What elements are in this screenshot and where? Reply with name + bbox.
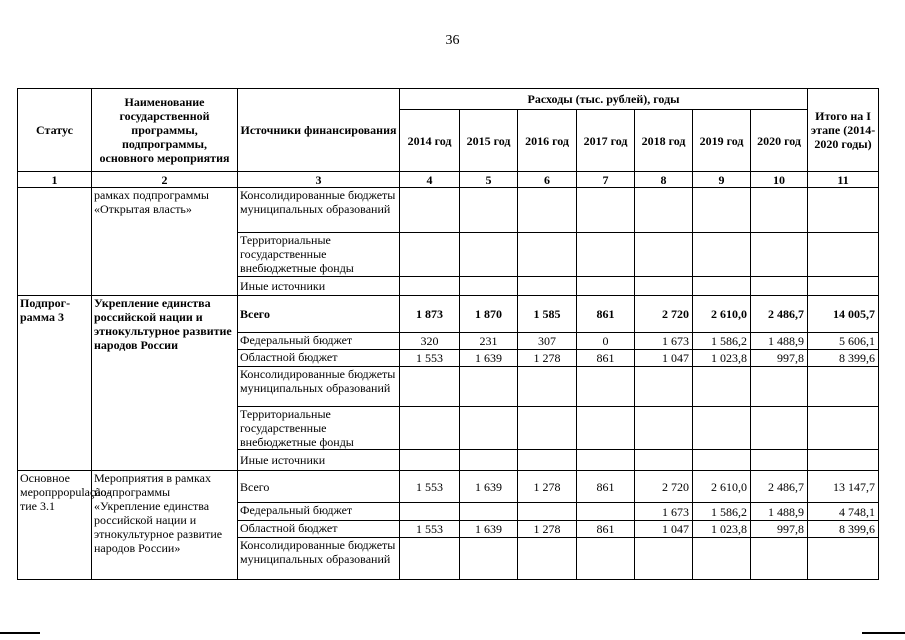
year-value-cell [577, 188, 635, 233]
year-value-cell: 2 486,7 [751, 471, 808, 503]
column-index: 9 [693, 172, 751, 188]
scan-edge-line [862, 632, 905, 634]
total-value-cell: 8 399,6 [808, 350, 879, 367]
year-value-cell: 2 610,0 [693, 471, 751, 503]
column-index: 8 [635, 172, 693, 188]
year-value-cell: 1 023,8 [693, 521, 751, 538]
header-sources: Источники финансирования [238, 89, 400, 172]
header-year: 2019 год [693, 110, 751, 172]
column-index: 10 [751, 172, 808, 188]
year-value-cell [751, 277, 808, 296]
year-value-cell [460, 538, 518, 580]
column-index: 3 [238, 172, 400, 188]
funding-source-cell: Иные источники [238, 277, 400, 296]
year-value-cell [400, 188, 460, 233]
year-value-cell: 1 047 [635, 521, 693, 538]
column-index: 4 [400, 172, 460, 188]
year-value-cell: 997,8 [751, 350, 808, 367]
year-value-cell [460, 407, 518, 450]
funding-source-cell: Консолидированные бюджеты муниципальных образований [238, 538, 400, 580]
year-value-cell [635, 407, 693, 450]
funding-source-cell: Федеральный бюджет [238, 333, 400, 350]
program-name-cell: Укрепление единства российской нации и этнокультурное развитие народов России [92, 296, 238, 471]
year-value-cell [635, 188, 693, 233]
year-value-cell: 0 [577, 333, 635, 350]
year-value-cell: 861 [577, 350, 635, 367]
program-name-cell: Мероприятия в рамках подпрограммы «Укрепление единства российской нации и этнокультурное развитие народов России» [92, 471, 238, 580]
year-value-cell [400, 407, 460, 450]
funding-source-cell: Консолидированные бюджеты муниципальных образований [238, 188, 400, 233]
header-year: 2016 год [518, 110, 577, 172]
year-value-cell [518, 503, 577, 521]
column-index: 1 [18, 172, 92, 188]
year-value-cell [518, 538, 577, 580]
status-cell: Основное меропрpopulação-тие 3.1 [18, 471, 92, 580]
header-year: 2018 год [635, 110, 693, 172]
funding-source-cell: Иные источники [238, 450, 400, 471]
header-status: Статус [18, 89, 92, 172]
year-value-cell [460, 233, 518, 277]
year-value-cell: 1 553 [400, 471, 460, 503]
column-index: 5 [460, 172, 518, 188]
year-value-cell: 2 720 [635, 296, 693, 333]
year-value-cell [635, 450, 693, 471]
year-value-cell [751, 538, 808, 580]
year-value-cell [693, 450, 751, 471]
year-value-cell [518, 407, 577, 450]
year-value-cell [635, 277, 693, 296]
year-value-cell: 1 047 [635, 350, 693, 367]
total-value-cell: 14 005,7 [808, 296, 879, 333]
year-value-cell [751, 233, 808, 277]
table-row [18, 188, 879, 233]
year-value-cell [693, 277, 751, 296]
year-value-cell: 1 639 [460, 350, 518, 367]
year-value-cell [635, 538, 693, 580]
year-value-cell: 1 639 [460, 521, 518, 538]
year-value-cell: 997,8 [751, 521, 808, 538]
year-value-cell [400, 233, 460, 277]
year-value-cell [577, 233, 635, 277]
year-value-cell [693, 407, 751, 450]
column-index-row [18, 172, 879, 188]
year-value-cell [400, 503, 460, 521]
year-value-cell: 1 586,2 [693, 503, 751, 521]
year-value-cell [577, 407, 635, 450]
total-value-cell [808, 277, 879, 296]
year-value-cell [400, 277, 460, 296]
year-value-cell: 1 639 [460, 471, 518, 503]
total-value-cell: 5 606,1 [808, 333, 879, 350]
year-value-cell: 1 870 [460, 296, 518, 333]
year-value-cell: 861 [577, 471, 635, 503]
year-value-cell: 1 278 [518, 350, 577, 367]
year-value-cell: 1 278 [518, 471, 577, 503]
funding-source-cell: Федеральный бюджет [238, 503, 400, 521]
total-value-cell [808, 450, 879, 471]
table-row [18, 296, 879, 333]
total-value-cell [808, 407, 879, 450]
year-value-cell [577, 450, 635, 471]
table-row [18, 471, 879, 503]
year-value-cell [751, 450, 808, 471]
year-value-cell: 1 553 [400, 350, 460, 367]
column-index: 6 [518, 172, 577, 188]
column-index: 7 [577, 172, 635, 188]
year-value-cell [693, 538, 751, 580]
header-expenses: Расходы (тыс. рублей), годы [400, 89, 808, 110]
year-value-cell [693, 367, 751, 407]
year-value-cell [751, 188, 808, 233]
year-value-cell: 1 673 [635, 503, 693, 521]
funding-source-cell: Территориальные государственные внебюджетные фонды [238, 233, 400, 277]
year-value-cell [693, 233, 751, 277]
year-value-cell: 1 023,8 [693, 350, 751, 367]
year-value-cell: 2 486,7 [751, 296, 808, 333]
year-value-cell [460, 367, 518, 407]
column-index: 2 [92, 172, 238, 188]
year-value-cell [518, 450, 577, 471]
year-value-cell [400, 450, 460, 471]
year-value-cell [577, 277, 635, 296]
year-value-cell [400, 538, 460, 580]
year-value-cell [518, 277, 577, 296]
year-value-cell: 1 585 [518, 296, 577, 333]
year-value-cell: 1 488,9 [751, 503, 808, 521]
year-value-cell [400, 367, 460, 407]
page-number: 36 [445, 33, 460, 48]
funding-source-cell: Консолидированные бюджеты муниципальных образований [238, 367, 400, 407]
year-value-cell [460, 503, 518, 521]
total-value-cell [808, 538, 879, 580]
total-value-cell [808, 188, 879, 233]
year-value-cell: 1 873 [400, 296, 460, 333]
funding-source-cell: Областной бюджет [238, 350, 400, 367]
year-value-cell [460, 188, 518, 233]
year-value-cell [518, 188, 577, 233]
year-value-cell [577, 503, 635, 521]
year-value-cell [693, 188, 751, 233]
year-value-cell [460, 450, 518, 471]
year-value-cell: 2 610,0 [693, 296, 751, 333]
year-value-cell [577, 538, 635, 580]
year-value-cell: 307 [518, 333, 577, 350]
header-name: Наименование государственной программы, подпрограммы, основного мероприятия [92, 89, 238, 172]
total-value-cell [808, 233, 879, 277]
year-value-cell [577, 367, 635, 407]
year-value-cell [518, 233, 577, 277]
header-year: 2020 год [751, 110, 808, 172]
total-value-cell: 13 147,7 [808, 471, 879, 503]
year-value-cell: 1 586,2 [693, 333, 751, 350]
column-index: 11 [808, 172, 879, 188]
scan-edge-line [0, 632, 40, 634]
funding-source-cell: Всего [238, 296, 400, 333]
header-year: 2017 год [577, 110, 635, 172]
year-value-cell [751, 407, 808, 450]
year-value-cell: 1 553 [400, 521, 460, 538]
year-value-cell: 1 278 [518, 521, 577, 538]
header-total: Итого на I этапе (2014-2020 годы) [808, 89, 879, 172]
year-value-cell: 861 [577, 521, 635, 538]
year-value-cell: 1 488,9 [751, 333, 808, 350]
total-value-cell: 8 399,6 [808, 521, 879, 538]
program-name-cell: рамках подпрограммы «Открытая власть» [92, 188, 238, 296]
header-year: 2014 год [400, 110, 460, 172]
year-value-cell: 861 [577, 296, 635, 333]
year-value-cell: 320 [400, 333, 460, 350]
year-value-cell: 1 673 [635, 333, 693, 350]
year-value-cell [751, 367, 808, 407]
status-cell [18, 188, 92, 296]
year-value-cell [518, 367, 577, 407]
year-value-cell: 2 720 [635, 471, 693, 503]
header-year: 2015 год [460, 110, 518, 172]
year-value-cell [635, 233, 693, 277]
total-value-cell [808, 367, 879, 407]
status-cell: Подпрог-рамма 3 [18, 296, 92, 471]
year-value-cell: 231 [460, 333, 518, 350]
funding-source-cell: Всего [238, 471, 400, 503]
funding-source-cell: Территориальные государственные внебюджетные фонды [238, 407, 400, 450]
total-value-cell: 4 748,1 [808, 503, 879, 521]
year-value-cell [635, 367, 693, 407]
funding-source-cell: Областной бюджет [238, 521, 400, 538]
year-value-cell [460, 277, 518, 296]
budget-table [17, 88, 879, 580]
